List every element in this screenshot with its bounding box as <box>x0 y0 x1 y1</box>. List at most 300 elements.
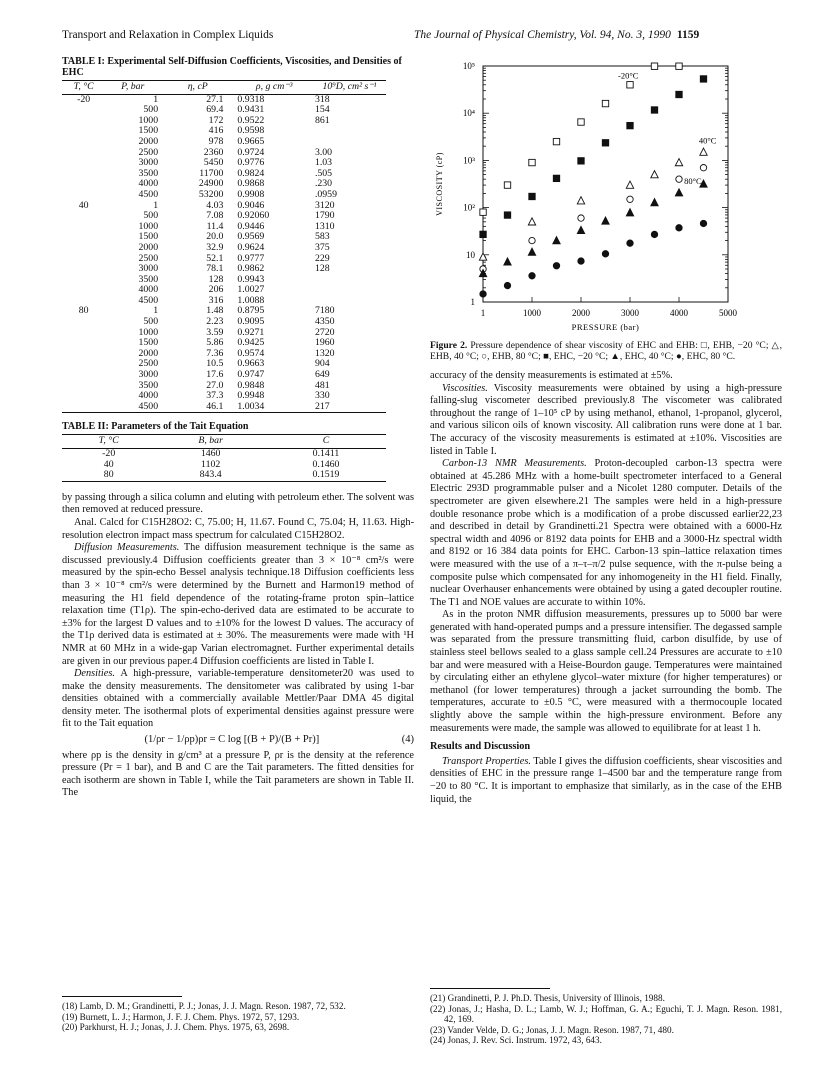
triangle-filled-marker <box>602 217 609 224</box>
table-cell: 172 <box>208 114 224 126</box>
table-cell: 0.9574 <box>237 347 265 359</box>
table-cell: 2500 <box>138 252 159 264</box>
table-cell: 229 <box>314 252 330 264</box>
table-row <box>62 211 386 222</box>
figure-label: Figure 2. <box>430 340 468 351</box>
table-cell: 1500 <box>138 231 159 243</box>
table-cell: 46.1 <box>160 402 235 413</box>
table-cell: 5.86 <box>206 337 224 349</box>
x-tick-label: 1000 <box>523 308 541 318</box>
table-row <box>62 306 386 317</box>
square-open-marker <box>602 100 608 106</box>
square-filled-marker <box>700 76 706 82</box>
section-head-transport: Transport Properties. <box>442 755 531 767</box>
table-cell: 78.1 <box>206 263 224 275</box>
triangle-open-marker <box>528 218 535 225</box>
table-row <box>62 470 386 481</box>
table-row <box>62 391 386 402</box>
table-row <box>62 296 386 307</box>
table-cell: 0.9271 <box>237 326 265 338</box>
table-cell: 10.5 <box>206 358 224 370</box>
table1-body <box>62 94 386 413</box>
table-cell: 4500 <box>105 402 160 413</box>
square-open-marker <box>627 82 633 88</box>
triangle-filled-marker <box>577 226 584 233</box>
table-cell: 1.48 <box>206 305 224 317</box>
table-row <box>62 285 386 296</box>
table-row <box>62 370 386 381</box>
table-cell <box>62 190 105 201</box>
table-cell: 128 <box>208 273 224 285</box>
table-cell: 4000 <box>138 284 159 296</box>
table-cell <box>62 275 105 286</box>
square-filled-marker <box>529 193 535 199</box>
table1-col-diffusion: 10⁹D, cm² s⁻¹ <box>313 81 386 95</box>
triangle-open-marker <box>651 171 658 178</box>
equation-text: (1/ρr − 1/ρp)ρr = C log [(B + P)/(B + Pr)] <box>144 734 320 746</box>
table-cell: 2360 <box>203 146 224 158</box>
table-cell: 5450 <box>203 157 224 169</box>
table-cell: 0.1411 <box>312 448 340 459</box>
table-row <box>62 105 386 116</box>
paragraph-viscosities <box>430 383 782 459</box>
triangle-filled-marker <box>553 237 560 244</box>
table-cell <box>62 169 105 180</box>
table-cell <box>62 285 105 296</box>
running-header: Transport and Relaxation in Complex Liquids <box>62 29 274 41</box>
table-cell: 0.9908 <box>237 188 265 200</box>
table2 <box>62 434 386 481</box>
y-tick-label: 10³ <box>463 155 475 166</box>
table1-col-pressure: P, bar <box>105 81 160 95</box>
triangle-filled-marker <box>675 189 682 196</box>
table-row <box>62 232 386 243</box>
table-cell: 1.0034 <box>235 402 313 413</box>
left-footnotes <box>62 992 414 1033</box>
table-cell <box>62 391 105 402</box>
table-cell: 500 <box>143 316 159 328</box>
square-open-marker <box>529 159 535 165</box>
table-cell: 2720 <box>314 326 335 338</box>
table-cell: 3.00 <box>314 146 333 158</box>
table-cell <box>62 126 105 137</box>
table-cell: .230 <box>314 178 333 190</box>
table-cell: 481 <box>314 379 330 391</box>
table-cell: 0.9824 <box>237 167 265 179</box>
circle-filled-marker <box>578 258 584 264</box>
x-tick-label: 2000 <box>572 308 590 318</box>
table-cell: 24900 <box>198 178 224 190</box>
tait-equation <box>62 734 414 747</box>
table-cell: 1000 <box>138 326 159 338</box>
table-cell: 0.9724 <box>237 146 265 158</box>
diffusion-text: The diffusion measurement technique is the same as discussed previously.4 Diffusion coefficients greater than 3 × 10⁻⁸ cm²/s were measured by the spin-echo Bessel analysis technique.18 Diffusion coefficients less than 3 × 10⁻⁸ cm²/s were determined by the Burnett and Harmon19 method of measuring the H1 field dependence of the rotating-frame proton spin–lattice relaxation time (T1ρ). The spin-echo-derived data are estimated to be accurate to ±3% for the largest D values and to ±10% for the lowest D values. The accuracy of the T1ρ derived data is estimated at ± 30%. The measurements were made with ¹H NMR at 60 MHz in a wide-gap Varian electromagnet. Further experimental details are given in our previous paper.4 Diffusion coefficients are listed in Table I. <box>62 542 415 667</box>
table-cell: 3500 <box>138 167 159 179</box>
table-cell: 318 <box>314 93 330 105</box>
table-cell: 316 <box>208 294 224 306</box>
figure-caption <box>430 340 782 362</box>
circle-open-marker <box>676 176 682 182</box>
table-cell: 1790 <box>314 210 335 222</box>
table-cell: 40 <box>103 458 114 470</box>
section-head-densities: Densities. <box>74 668 115 680</box>
y-tick-label: 1 <box>470 297 475 307</box>
footnote: (23) Vander Velde, D. G.; Jonas, J. J. Magn. Reson. 1987, 71, 480. <box>430 1024 674 1035</box>
table-cell: 330 <box>314 390 330 402</box>
table-cell: 0.9663 <box>237 358 265 370</box>
table-row <box>62 359 386 370</box>
table-row <box>62 317 386 328</box>
table-cell: 0.9777 <box>237 252 265 264</box>
journal-citation: The Journal of Physical Chemistry, Vol. 94, No. 3, 1990 <box>414 29 671 41</box>
circle-open-marker <box>578 215 584 221</box>
table-cell: 1960 <box>314 337 335 349</box>
y-tick-label: 10 <box>466 249 475 260</box>
circle-filled-marker <box>676 225 682 231</box>
footnote: (19) Burnett, L. J.; Harmon, J. F. J. Chem. Phys. 1972, 57, 1293. <box>62 1011 300 1022</box>
table-cell: 843.4 <box>155 470 266 481</box>
table-cell: 17.6 <box>206 369 224 381</box>
table-cell: 0.9776 <box>237 157 265 169</box>
table-cell: 0.9095 <box>237 316 265 328</box>
table-row <box>62 381 386 392</box>
table-cell: 1 <box>153 199 159 211</box>
table-row <box>62 402 386 413</box>
table-cell: 3.59 <box>206 326 224 338</box>
table-cell: 978 <box>208 135 224 147</box>
table-cell: 2500 <box>138 358 159 370</box>
table-cell: 0.9862 <box>237 263 265 275</box>
x-tick-label: 5000 <box>719 308 737 318</box>
table-cell: 3000 <box>138 263 159 275</box>
table-cell <box>62 264 105 275</box>
square-filled-marker <box>651 107 657 113</box>
table-cell <box>62 148 105 159</box>
table-cell: 1000 <box>138 220 159 232</box>
table-cell <box>62 158 105 169</box>
table-row <box>62 349 386 360</box>
circle-open-marker <box>627 196 633 202</box>
table2-body <box>62 449 386 482</box>
table-cell: 4500 <box>138 294 159 306</box>
table-cell <box>313 126 386 137</box>
y-axis-label: VISCOSITY (cP) <box>435 152 444 216</box>
table-row <box>62 254 386 265</box>
table-cell: 2.23 <box>206 316 224 328</box>
left-column <box>62 56 414 800</box>
table-cell: 53200 <box>198 188 224 200</box>
table-cell: 1 <box>153 305 159 317</box>
viscosity-chart <box>428 48 784 338</box>
table-cell: 0.9868 <box>237 178 265 190</box>
triangle-open-marker <box>626 181 633 188</box>
table-cell: 0.9522 <box>237 114 265 126</box>
table-row <box>62 338 386 349</box>
triangle-filled-marker <box>504 258 511 265</box>
table-row <box>62 137 386 148</box>
square-open-marker <box>504 182 510 188</box>
circle-filled-marker <box>480 291 486 297</box>
table-cell: 2500 <box>138 146 159 158</box>
table-cell <box>62 232 105 243</box>
y-tick-label: 10⁴ <box>462 108 475 119</box>
table-cell: 3000 <box>138 157 159 169</box>
table-cell: 1460 <box>200 448 221 459</box>
x-tick-label: 3000 <box>621 308 639 318</box>
table-cell: 0.9665 <box>237 135 265 147</box>
table-cell: 0.9446 <box>237 220 265 232</box>
table-cell: 32.9 <box>206 241 224 253</box>
circle-filled-marker <box>700 220 706 226</box>
nmr-text: Proton-decoupled carbon-13 spectra were obtained at 45.286 MHz with a home-built spectrometer interfaced to a General Electric 293D programmable pulser and a Nicolet 1280 computer. Details of the spectrometer are given elsewhere.21 The samples were held in a high-pressure double resonance probe which is a modification of a probe discussed earlier22,23 and described in detail by Grandinetti.21 Spectra were obtained with a 6000-Hz spectral width and 4096 or 8192 data points for EHB and a 3000-Hz spectral width and 8192 or 16 384 data points for EHC. Carbon-13 spin–lattice relaxation times were measured with the use of a π–τ–π/2 pulse sequence, with the π-pulse being a composite pulse which compensated for any inhomogeneity in the H1 field. Finally, nuclear Overhauser enhancements were obtained by using a gated decoupler routine. The T1 and NOE values are accurate to within 10%. <box>430 458 783 608</box>
table-cell: 0.9624 <box>237 241 265 253</box>
table-cell: 416 <box>208 125 224 137</box>
y-tick-label: 10⁵ <box>462 61 475 71</box>
table-row <box>62 126 386 137</box>
table-cell: 4000 <box>138 390 159 402</box>
paragraph-densities <box>62 668 414 731</box>
table-cell: 0.9425 <box>237 337 265 349</box>
table-cell: 69.4 <box>206 104 224 116</box>
triangle-open-marker <box>700 148 707 155</box>
table-cell <box>62 243 105 254</box>
x-tick-label: 1 <box>480 308 486 318</box>
right-column <box>430 340 782 806</box>
table-cell: 0.9318 <box>237 93 265 105</box>
table1-header-row <box>62 81 386 95</box>
table-cell: 80 <box>62 470 155 481</box>
paragraph: by passing through a silica column and eluting with petroleum ether. The solvent was then removed at reduced pressure. <box>62 491 414 516</box>
paragraph-pressure: As in the proton NMR diffusion measurements, pressures up to 5000 bar were generated with hand-operated pumps and a pressure intensifier. The degassed sample was separated from the pressure transmitting fluid, carbon disulfide, by use of stainless steel bellows sealed to a glass sample cell.24 Pressures are accurate to ±10 bar and were measured with a Heise-Bourdon gauge. Temperatures were maintained by circulating either an ethylene glycol–water mixture (for higher temperatures) or methanol (for lower temperatures) through a jacket surrounding the bomb. The temperatures, accurate to ±0.5 °C, were measured with a thermocouple located slightly above the sample within the high-pressure environment. Before any measurements were made, the sample was allowed to equilibrate for at least 1 h. <box>430 609 782 734</box>
table-cell: 500 <box>143 104 159 116</box>
table-cell <box>62 402 105 413</box>
circle-open-marker <box>700 165 706 171</box>
section-heading-results: Results and Discussion <box>430 741 531 753</box>
footnote: (22) Jonas, J.; Hasha, D. L.; Lamb, W. J.; Hoffman, G. A.; Eguchi, T. J. Magn. Reson. 1981, 42, 169. <box>430 1003 782 1025</box>
square-filled-marker <box>480 231 486 237</box>
table-cell: 40 <box>78 199 89 211</box>
table-cell: 3120 <box>314 199 335 211</box>
right-footnotes <box>430 984 782 1046</box>
table-cell <box>62 179 105 190</box>
table-cell: 37.3 <box>206 390 224 402</box>
table-cell: 52.1 <box>206 252 224 264</box>
transport-text: Table I gives the diffusion coefficients, shear viscosities and densities of EHC in the pressure range 1–4500 bar and the temperature range from −20 to 80 °C. It is important to emphasize that similarly, as in the case of the EHB liquid, the <box>430 755 782 805</box>
table-cell: 375 <box>314 241 330 253</box>
table-cell <box>313 137 386 148</box>
table-cell: 2000 <box>138 241 159 253</box>
table-cell: 583 <box>314 231 330 243</box>
x-tick-label: 4000 <box>670 308 688 318</box>
table-cell: .0959 <box>314 188 337 200</box>
table-row <box>62 116 386 127</box>
table-cell: 500 <box>143 210 159 222</box>
triangle-open-marker <box>577 197 584 204</box>
table-row <box>62 179 386 190</box>
table-cell: 861 <box>314 114 330 126</box>
circle-filled-marker <box>627 240 633 246</box>
table-cell: 20.0 <box>206 231 224 243</box>
square-filled-marker <box>578 158 584 164</box>
table-cell <box>62 137 105 148</box>
table-cell: 0.9948 <box>237 390 265 402</box>
table-cell: 1102 <box>201 458 221 470</box>
table-cell <box>62 381 105 392</box>
table-cell: 1.03 <box>314 157 333 169</box>
table2-header-row <box>62 435 386 449</box>
table-cell: 3500 <box>138 273 159 285</box>
table1-caption: TABLE I: Experimental Self-Diffusion Coefficients, Viscosities, and Densities of EHC <box>62 56 402 78</box>
table-cell: 206 <box>208 284 224 296</box>
table-cell: 4000 <box>138 178 159 190</box>
equation-number: (4) <box>401 734 414 746</box>
table-cell: 7.36 <box>206 347 224 359</box>
table-row <box>62 148 386 159</box>
footnote: (21) Grandinetti, P. J. Ph.D. Thesis, University of Illinois, 1988. <box>430 993 665 1003</box>
circle-open-marker <box>529 237 535 243</box>
table-cell: 1000 <box>138 114 159 126</box>
square-filled-marker <box>676 91 682 97</box>
figure-caption-text: Pressure dependence of shear viscosity of EHC and EHB: □, EHB, −20 °C; △, EHB, 40 °C; ○, EHB, 80 °C; ■, EHC, −20 °C; ▲, EHC, 40 °C; ●, EHC, 80 °C. <box>430 340 782 362</box>
table1-col-temp: T, °C <box>62 81 105 95</box>
table-cell: -20 <box>77 93 91 105</box>
square-open-marker <box>553 138 559 144</box>
table-cell: 128 <box>314 263 330 275</box>
table-cell: 3000 <box>138 369 159 381</box>
table-row <box>62 158 386 169</box>
section-head-nmr: Carbon-13 NMR Measurements. <box>442 458 587 470</box>
paragraph-diffusion <box>62 542 414 668</box>
paragraph-transport <box>430 756 782 806</box>
temperature-annotation: 80°C <box>684 175 702 186</box>
table-cell: -20 <box>102 448 116 459</box>
square-filled-marker <box>504 212 510 218</box>
table-cell: .505 <box>314 167 333 179</box>
section-head-viscosities: Viscosities. <box>442 382 488 394</box>
table-cell <box>62 359 105 370</box>
table-cell: 0.9431 <box>237 104 265 116</box>
footnote-rule <box>430 988 550 989</box>
table-cell: 649 <box>314 369 330 381</box>
square-open-marker <box>676 63 682 69</box>
table-row <box>62 222 386 233</box>
table1-col-density: ρ, g cm⁻³ <box>235 81 313 95</box>
page-number: 1159 <box>676 29 700 41</box>
table-cell <box>62 317 105 328</box>
table-cell: 1500 <box>138 125 159 137</box>
table-cell: 0.9598 <box>237 125 265 137</box>
square-filled-marker <box>553 175 559 181</box>
table-cell <box>62 328 105 339</box>
triangle-filled-marker <box>626 209 633 216</box>
journal-header <box>414 29 699 41</box>
table-cell: 1500 <box>138 337 159 349</box>
table2-col-b: B, bar <box>155 435 266 449</box>
table-cell: 0.9747 <box>237 369 265 381</box>
table-cell <box>62 349 105 360</box>
table-cell: 11700 <box>199 167 224 179</box>
table-cell: 3500 <box>138 379 159 391</box>
table-cell: 904 <box>314 358 330 370</box>
table-row <box>62 190 386 201</box>
x-axis-label: PRESSURE (bar) <box>571 322 640 332</box>
table-cell: 7180 <box>314 305 335 317</box>
table-cell: 1.0027 <box>237 284 265 296</box>
paragraph: accuracy of the density measurements is estimated at ±5%. <box>430 370 673 381</box>
table-cell <box>313 275 386 286</box>
table-cell: 0.8795 <box>237 305 265 317</box>
table-row <box>62 275 386 286</box>
footnote: (18) Lamb, D. M.; Grandinetti, P. J.; Jonas, J. J. Magn. Reson. 1987, 72, 532. <box>62 1001 346 1011</box>
section-head-diffusion: Diffusion Measurements. <box>74 542 180 554</box>
table-cell: 4.03 <box>206 199 224 211</box>
paragraph-after-equation: where ρp is the density in g/cm³ at a pressure P, ρr is the density at the reference pressure (Pr = 1 bar), and B and C are the Tait parameters. The fitted densities for each isotherm are shown in Table I, while the Tait parameters are shown in Table II. The <box>62 749 414 799</box>
square-open-marker <box>480 209 486 215</box>
paragraph-nmr <box>430 458 782 609</box>
table-cell: 1310 <box>314 220 335 232</box>
table-row <box>62 169 386 180</box>
square-open-marker <box>578 119 584 125</box>
table-cell: 1 <box>153 93 159 105</box>
square-open-marker <box>651 63 657 69</box>
densities-text: A high-pressure, variable-temperature densitometer20 was used to make the density measurements. The densitometer was calibrated by using 1-bar densities obtained with a commercially available Mettler/Paar DMA 45 digital density meter. The isothermal plots of experimental densities against pressure were fit to the Tait equation <box>62 668 414 730</box>
table-cell <box>62 105 105 116</box>
temperature-annotation: 40°C <box>698 135 717 146</box>
table-cell: 27.0 <box>206 379 224 391</box>
triangle-open-marker <box>675 159 682 166</box>
table-cell: 7.08 <box>206 210 224 222</box>
table-row <box>62 264 386 275</box>
table1-col-viscosity: η, cP <box>160 81 235 95</box>
table-cell <box>62 338 105 349</box>
table-cell <box>62 254 105 265</box>
triangle-filled-marker <box>528 248 535 255</box>
footnote: (20) Parkhurst, H. J.; Jonas, J. J. Chem. Phys. 1975, 63, 2698. <box>62 1022 290 1033</box>
table2-col-c: C <box>266 435 386 449</box>
table-cell: 1.0088 <box>237 294 265 306</box>
table1 <box>62 80 386 413</box>
table2-col-temp: T, °C <box>62 435 155 449</box>
table-cell: 0.9569 <box>237 231 265 243</box>
circle-filled-marker <box>553 263 559 269</box>
viscosities-text: Viscosity measurements were obtained by using a high-pressure falling-slug viscometer described previously.8 The viscometer was calibrated throughout the range of 1–10⁵ cP by using methanol, ethanol, 1-propanol, glycerol, and various silicon oils of known viscosity. All calibration runs were done at 1 bar. The accuracy of the viscosity measurements is estimated at ±10%. Viscosities are listed in Table I. <box>430 382 782 457</box>
square-filled-marker <box>627 122 633 128</box>
table-cell: 0.92060 <box>237 210 270 222</box>
table-cell: 2000 <box>138 347 159 359</box>
table-row <box>62 94 386 105</box>
table-cell: 0.1460 <box>312 458 340 470</box>
triangle-filled-marker <box>651 199 658 206</box>
table-cell: 11.4 <box>206 220 224 232</box>
table-cell: 4350 <box>314 316 335 328</box>
table-cell <box>62 222 105 233</box>
table-cell: 0.9943 <box>237 273 265 285</box>
table-cell: 0.9848 <box>237 379 265 391</box>
table-cell <box>313 285 386 296</box>
table-cell: 80 <box>78 305 89 317</box>
table-cell: 1320 <box>314 347 335 359</box>
table2-caption: TABLE II: Parameters of the Tait Equation <box>62 421 249 433</box>
paragraph-analysis: Anal. Calcd for C15H28O2: C, 75.00; H, 11.67. Found C, 75.04; H, 11.63. High-resolution electron impact mass spectrum for calculated C15H28O2. <box>62 516 414 541</box>
table-row <box>62 328 386 339</box>
table-row <box>62 243 386 254</box>
temperature-annotation: -20°C <box>618 70 639 81</box>
circle-filled-marker <box>602 251 608 257</box>
footnote-rule <box>62 996 182 997</box>
table-cell: 27.1 <box>206 93 224 105</box>
circle-filled-marker <box>651 231 657 237</box>
circle-filled-marker <box>504 282 510 288</box>
